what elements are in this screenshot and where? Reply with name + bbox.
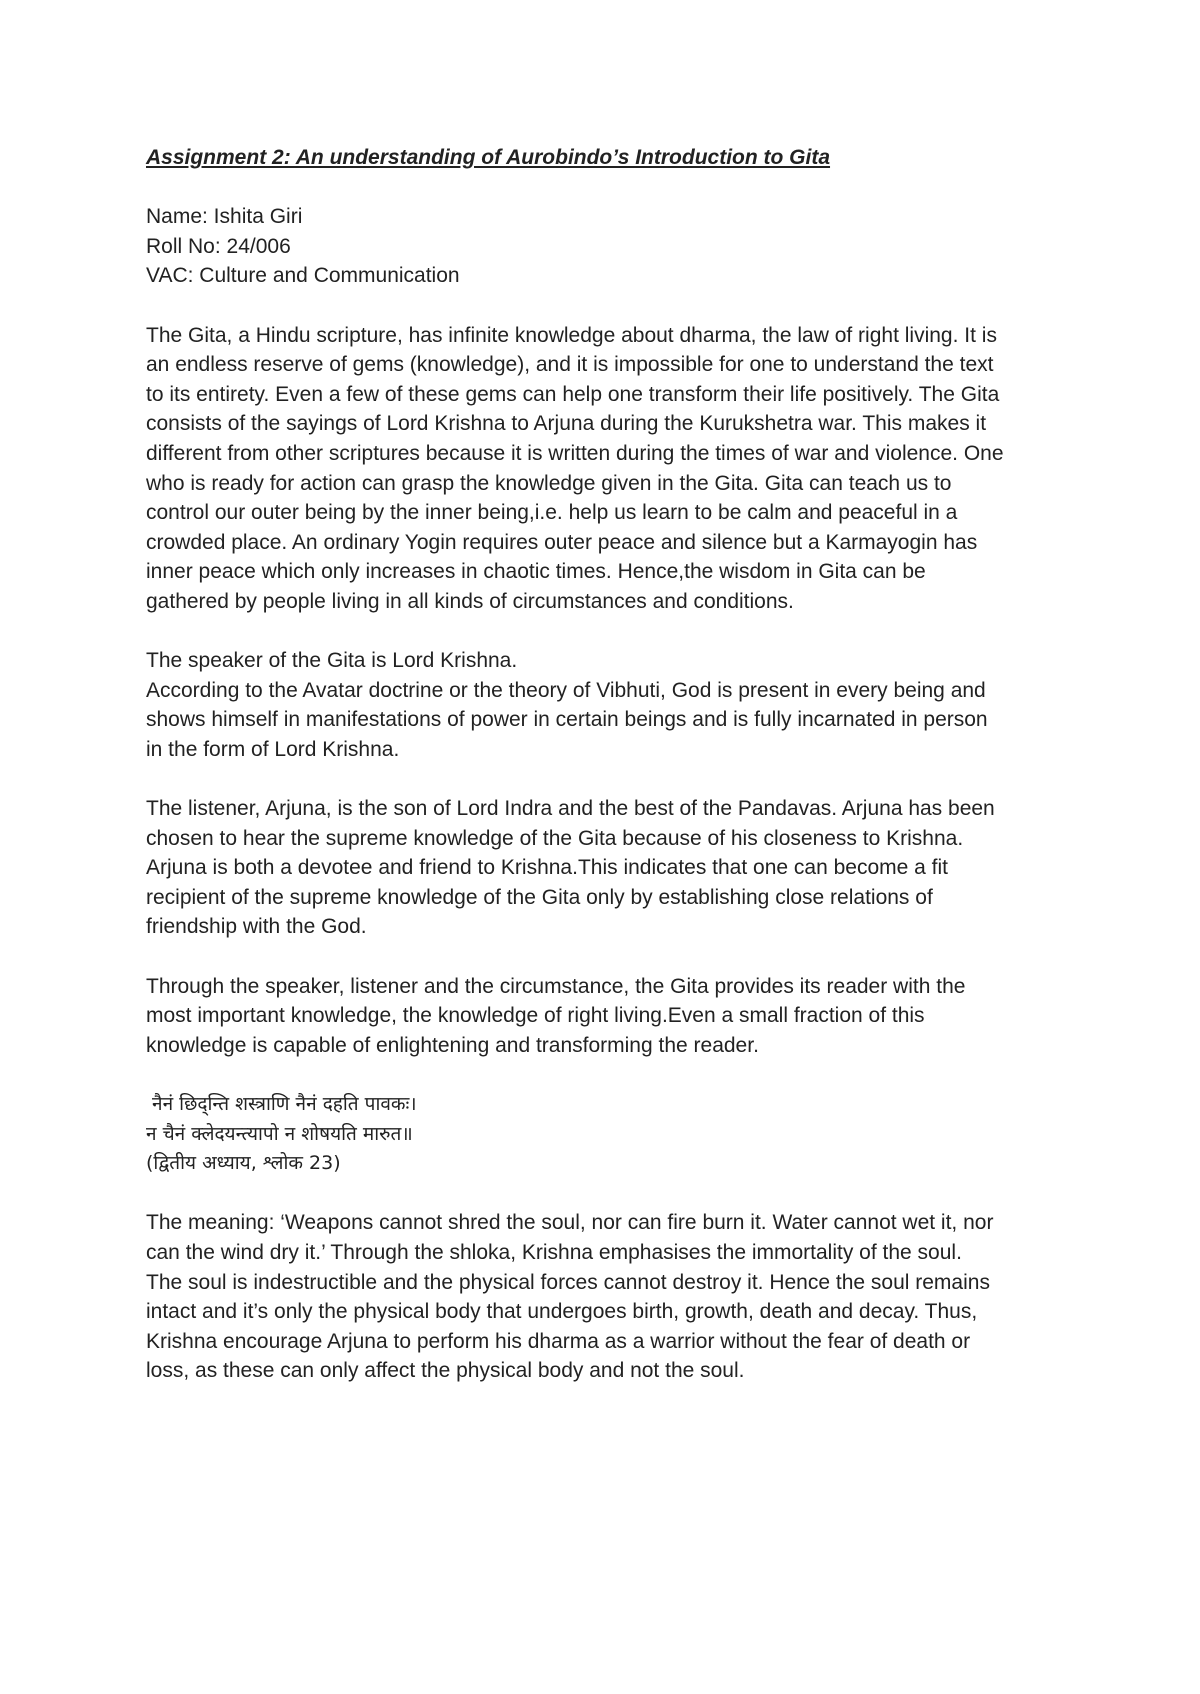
paragraph-line: control our outer being by the inner being,i.e. help us learn to be calm and peaceful in a [146, 501, 958, 525]
verse-line: नैनं छिद्न्ति शस्त्राणि नैनं दहति पावकः। [146, 1093, 417, 1115]
paragraph-line: consists of the sayings of Lord Krishna to Arjuna during the Kurukshetra war. This makes it [146, 412, 987, 436]
paragraph-line: According to the Avatar doctrine or the theory of Vibhuti, God is present in every being and [146, 678, 986, 702]
paragraph-line: an endless reserve of gems (knowledge), and it is impossible for one to understand the text [146, 353, 994, 377]
student-details [146, 202, 1066, 291]
paragraph-line: different from other scriptures because it is written during the times of war and violence. One [146, 441, 1004, 465]
verse-line: न चैनं क्लेदयन्त्यापो न शोषयति मारुत॥ [146, 1122, 413, 1145]
paragraph-line: The listener, Arjuna, is the son of Lord Indra and the best of the Pandavas. Arjuna has been [146, 797, 995, 821]
paragraph-listener [146, 794, 1066, 942]
paragraph-line: The Gita, a Hindu scripture, has infinite knowledge about dharma, the law of right living. It is [146, 323, 997, 347]
paragraph-line: The speaker of the Gita is Lord Krishna. [146, 649, 518, 673]
roll-number: Roll No: 24/006 [146, 234, 291, 258]
document-content [146, 143, 1066, 1416]
paragraph-line: The soul is indestructible and the physical forces cannot destroy it. Hence the soul remains [146, 1270, 990, 1294]
paragraph-line: to its entirety. Even a few of these gems can help one transform their life positively. The Gita [146, 382, 1000, 406]
paragraph-line: who is ready for action can grasp the knowledge given in the Gita. Gita can teach us to [146, 471, 952, 495]
paragraph-conclusion [146, 972, 1066, 1061]
paragraph-line: intact and it’s only the physical body that undergoes birth, growth, death and decay. Thus, [146, 1300, 978, 1324]
paragraph-line: Through the speaker, listener and the circumstance, the Gita provides its reader with the [146, 974, 966, 998]
paragraph-line: knowledge is capable of enlightening and transforming the reader. [146, 1033, 759, 1057]
assignment-title: Assignment 2: An understanding of Aurobindo’s Introduction to Gita [146, 146, 831, 169]
paragraph-line: Arjuna is both a devotee and friend to Krishna.This indicates that one can become a fit [146, 856, 948, 880]
paragraph-introduction [146, 321, 1066, 617]
paragraph-line: The meaning: ‘Weapons cannot shred the soul, nor can fire burn it. Water cannot wet it, nor [146, 1211, 994, 1235]
verse-citation: (द्वितीय अध्याय, श्लोक 23) [146, 1152, 341, 1175]
paragraph-line: Krishna encourage Arjuna to perform his dharma as a warrior without the fear of death or [146, 1329, 971, 1353]
paragraph-line: shows himself in manifestations of power in certain beings and is fully incarnated in person [146, 708, 988, 732]
paragraph-meaning [146, 1208, 1066, 1386]
paragraph-line: chosen to hear the supreme knowledge of the Gita because of his closeness to Krishna. [146, 826, 964, 850]
student-name: Name: Ishita Giri [146, 205, 303, 229]
paragraph-line: crowded place. An ordinary Yogin requires outer peace and silence but a Karmayogin has [146, 530, 978, 554]
paragraph-speaker [146, 646, 1066, 764]
vac-course: VAC: Culture and Communication [146, 264, 460, 288]
paragraph-line: friendship with the God. [146, 915, 367, 939]
paragraph-line: gathered by people living in all kinds of circumstances and conditions. [146, 589, 794, 613]
paragraph-line: recipient of the supreme knowledge of the Gita only by establishing close relations of [146, 885, 933, 909]
paragraph-line: loss, as these can only affect the physical body and not the soul. [146, 1359, 745, 1383]
sanskrit-verse [146, 1090, 1066, 1179]
paragraph-line: most important knowledge, the knowledge of right living.Even a small fraction of this [146, 1004, 925, 1028]
paragraph-line: in the form of Lord Krishna. [146, 737, 400, 761]
paragraph-line: can the wind dry it.’ Through the shloka, Krishna emphasises the immortality of the soul. [146, 1240, 962, 1264]
paragraph-line: inner peace which only increases in chaotic times. Hence,the wisdom in Gita can be [146, 560, 926, 584]
